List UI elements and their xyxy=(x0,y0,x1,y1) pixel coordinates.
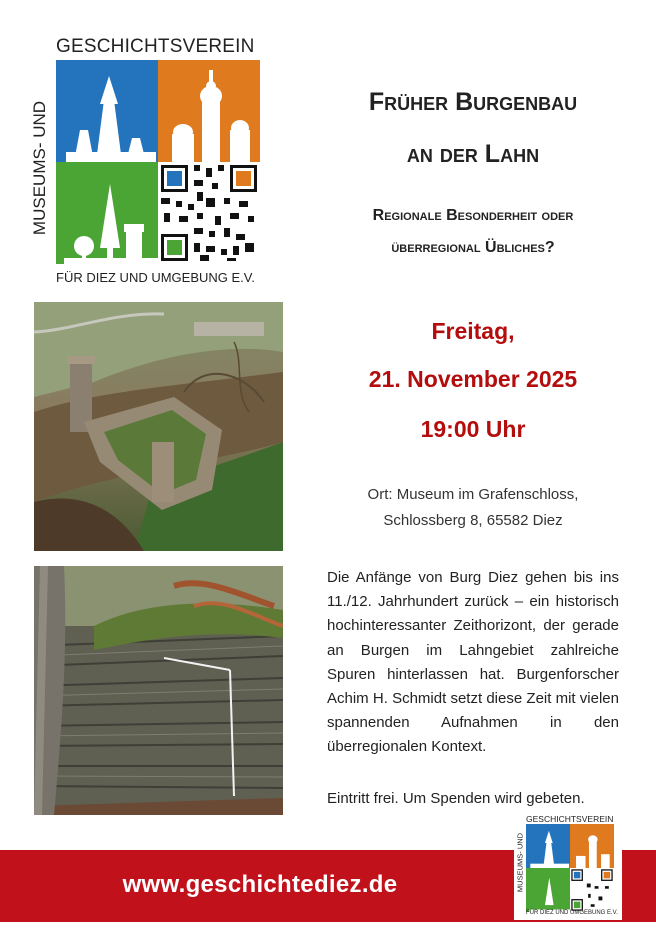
small-logo-side-text: MUSEUMS- UND xyxy=(515,832,525,893)
event-title-line-1: Früher Burgenbau xyxy=(368,88,578,116)
logo-top-text: GESCHICHTSVEREIN xyxy=(56,36,255,57)
society-logo xyxy=(22,34,266,290)
small-qr-code-icon xyxy=(570,868,614,912)
small-church-icon xyxy=(570,824,614,868)
website-link[interactable]: www.geschichtediez.de xyxy=(122,871,398,898)
location-line-2: Schlossberg 8, 65582 Diez xyxy=(383,512,563,529)
location-line-1: Ort: Museum im Grafenschloss, xyxy=(367,486,579,503)
logo-bottom-text: FÜR DIEZ UND UMGEBUNG E.V. xyxy=(56,270,255,285)
small-logo-qr-code xyxy=(570,868,614,912)
logo-castle-quadrant xyxy=(56,60,158,162)
logo-church-quadrant xyxy=(158,60,260,162)
event-day: Freitag, xyxy=(431,318,515,344)
tree-icon xyxy=(56,162,158,264)
event-subtitle-line-1: Regionale Besonderheit oder xyxy=(372,207,574,224)
small-logo-top-text: GESCHICHTSVEREIN xyxy=(526,814,614,824)
logo-side-text: MUSEUMS- UND xyxy=(30,100,49,236)
event-title-line-2: an der Lahn xyxy=(406,140,540,168)
small-tree-icon xyxy=(526,868,570,912)
small-logo-bottom-text: FÜR DIEZ UND UMGEBUNG E.V. xyxy=(526,910,618,916)
logo-qr-code xyxy=(158,162,260,264)
small-logo-castle-quadrant xyxy=(526,824,570,868)
stone-wall-photo xyxy=(34,566,283,815)
footer-logo xyxy=(514,812,622,920)
event-date: 21. November 2025 xyxy=(368,366,578,392)
entry-note: Eintritt frei. Um Spenden wird gebeten. xyxy=(327,790,585,807)
event-time: 19:00 Uhr xyxy=(420,416,526,442)
castle-aerial-photo xyxy=(34,302,283,551)
qr-code-icon xyxy=(158,162,260,264)
castle-icon xyxy=(56,60,158,162)
event-description: Die Anfänge von Burg Diez gehen bis ins 11./12. Jahrhundert zurück – ein historisch hochinteressanter Zeithorizont, der gerade an Burgen im Lahngebiet zahlreiche Spuren hinterlassen hat. Burgenforscher Achim H. Schmidt setzt diese Zeit mit vielen spannenden Aufnahmen in den überregionalen Kontext. xyxy=(327,569,619,756)
small-castle-icon xyxy=(526,824,570,868)
logo-tree-quadrant xyxy=(56,162,158,264)
event-subtitle-line-2: überregional Übliches? xyxy=(391,239,555,256)
church-icon xyxy=(158,60,260,162)
small-logo-church-quadrant xyxy=(570,824,614,868)
small-logo-tree-quadrant xyxy=(526,868,570,912)
